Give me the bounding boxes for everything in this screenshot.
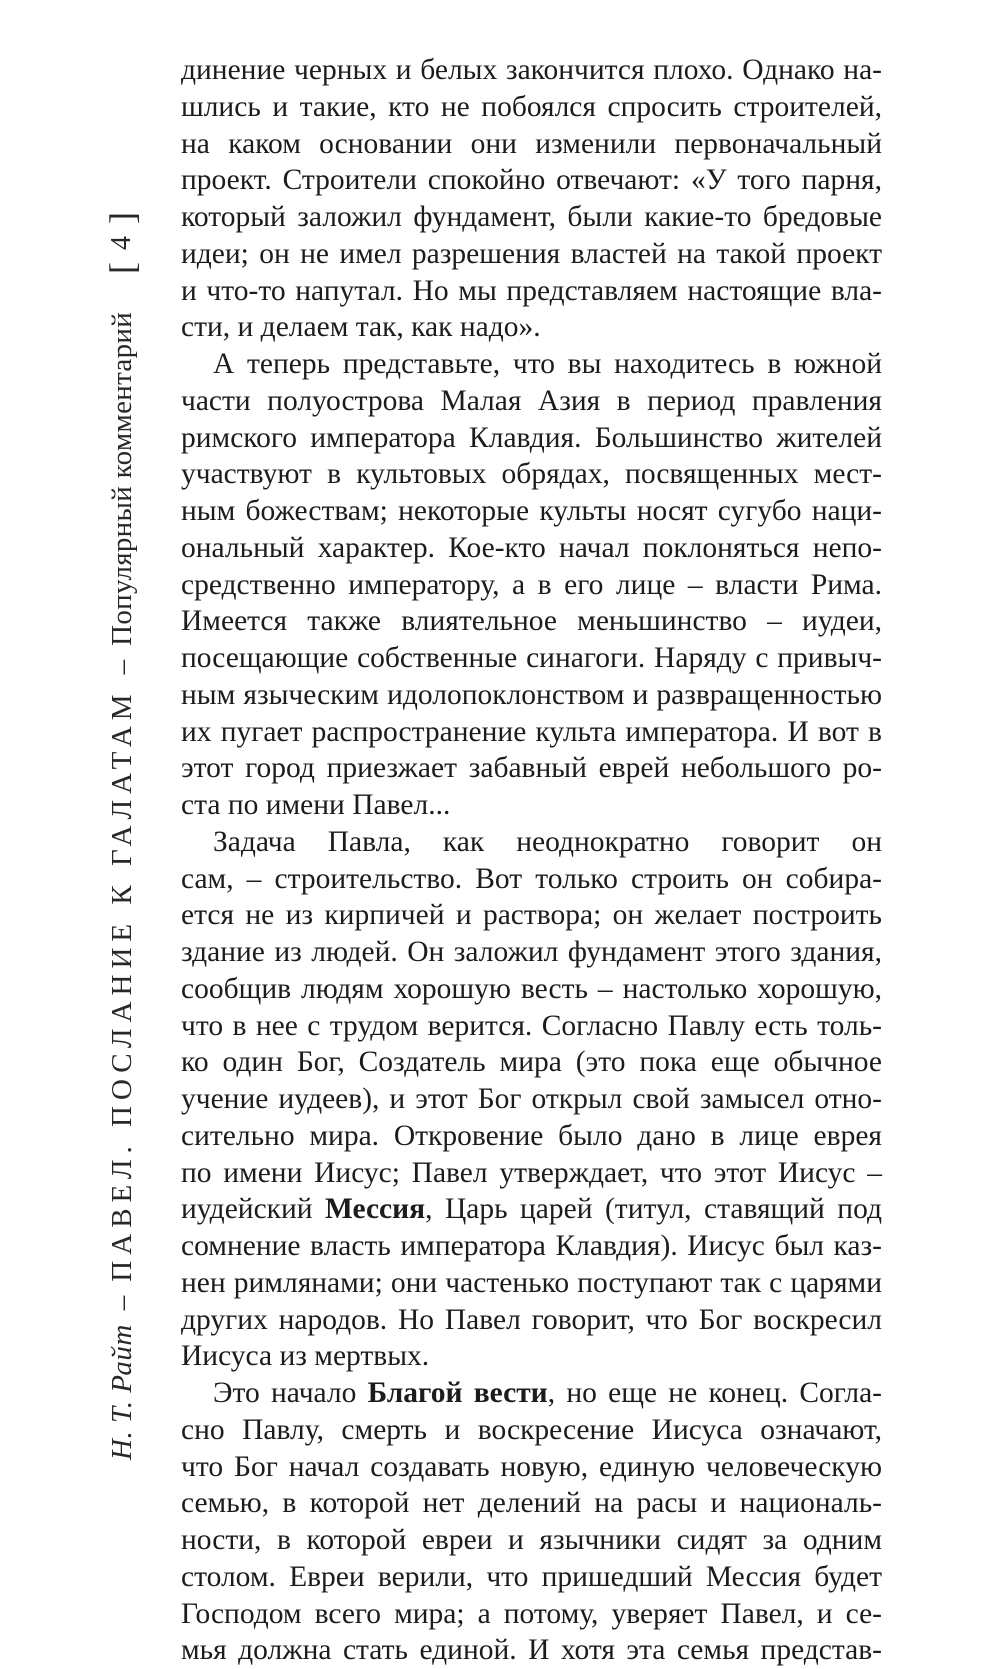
text-line: идеи; он не имел разрешения властей на такой проект xyxy=(181,237,882,270)
text-line: ональный характер. Кое-кто начал поклоняться непо- xyxy=(181,531,882,564)
text-line: здание из людей. Он заложил фундамент этого здания, xyxy=(181,936,882,968)
text-line: А теперь представьте, что вы находитесь в южной xyxy=(213,348,882,380)
running-head-dash: – xyxy=(106,1295,138,1311)
text-line: Имеется также влиятельное меньшинство – иудеи, xyxy=(181,605,882,638)
text-line xyxy=(181,1375,882,1412)
text-line: нен римлянами; они частенько поступают так с царями xyxy=(181,1266,882,1299)
text-line: сительно мира. Откровение было дано в лице еврея xyxy=(181,1119,882,1152)
text-run: иудейский xyxy=(181,1193,326,1226)
text-line: римского императора Клавдия. Большинство жителей xyxy=(181,421,882,454)
text-line: по имени Иисус; Павел утверждает, что этот Иисус – xyxy=(181,1156,882,1189)
text-line: ным языческим идолопоклонством и развращенностью xyxy=(181,678,882,711)
running-head-author: Н. Т. Райт xyxy=(106,1324,138,1460)
text-line: ко один Бог, Создатель мира (это пока еще обычное xyxy=(181,1046,882,1079)
running-head-subtitle: Популярный комментарий xyxy=(106,311,138,646)
page-number-bracket-open: [ xyxy=(102,261,142,274)
text-line: других народов. Но Павел говорит, что Бог воскресил xyxy=(181,1303,882,1336)
running-head-title: ПАВЕЛ. ПОСЛАНИЕ К ГАЛАТАМ xyxy=(106,688,138,1282)
text-line: и что-то напутал. Но мы представляем настоящие вла- xyxy=(181,274,882,307)
text-line: столом. Евреи верили, что пришедший Мессия будет xyxy=(181,1560,882,1593)
text-run: , но еще не конец. Согла- xyxy=(547,1377,882,1409)
text-line: на каком основании они изменили первоначальный xyxy=(181,127,882,160)
text-line: части полуострова Малая Азия в период правления xyxy=(181,384,882,417)
text-line: сно Павлу, смерть и воскресение Иисуса означают, xyxy=(181,1413,882,1446)
text-line: динение черных и белых закончится плохо. Однако на- xyxy=(181,54,882,86)
bold-term-messiah: Мессия xyxy=(325,1193,426,1226)
text-line: что в нее с трудом верится. Согласно Павлу есть толь- xyxy=(181,1009,882,1042)
text-line: который заложил фундамент, были какие-то бредовые xyxy=(181,201,882,233)
body-text xyxy=(181,52,882,1669)
text-line: этот город приезжает забавный еврей небольшого ро- xyxy=(181,752,882,785)
running-head-dash: – xyxy=(106,659,138,675)
text-line: шлись и такие, кто не побоялся спросить строителей, xyxy=(181,90,882,123)
page-number-bracket-close: ] xyxy=(102,211,142,224)
text-line: ется не из кирпичей и раствора; он желает построить xyxy=(181,899,882,932)
text-line: ности, в которой евреи и язычники сидят за одним xyxy=(181,1524,882,1556)
page-number-value: 4 xyxy=(106,235,137,250)
text-line: семью, в которой нет делений на расы и националь- xyxy=(181,1487,882,1520)
text-line: посещающие собственные синагоги. Наряду с привыч- xyxy=(181,642,882,674)
text-line: Господом всего мира; а потому, уверяет Павел, и се- xyxy=(181,1597,882,1630)
text-line: сомнение власть императора Клавдия). Иисус был каз- xyxy=(181,1230,882,1262)
text-line: учение иудеев), и этот Бог открыл свой замысел отно- xyxy=(181,1083,882,1115)
text-line: сам, – строительство. Вот только строить он собира- xyxy=(181,862,882,895)
text-line: проект. Строители спокойно отвечают: «У того парня, xyxy=(181,164,882,197)
text-run: Это начало xyxy=(213,1377,368,1409)
text-line: ста по имени Павел... xyxy=(181,789,451,821)
text-line: Задача Павла, как неоднократно говорит он xyxy=(213,825,882,858)
text-line: Иисуса из мертвых. xyxy=(181,1340,430,1373)
text-line: участвуют в культовых обрядах, посвященных мест- xyxy=(181,458,882,491)
text-run: , Царь царей (титул, ставящий под xyxy=(425,1193,883,1226)
text-line: их пугает распространение культа императора. И вот в xyxy=(181,715,882,748)
running-head xyxy=(102,20,142,1460)
text-line xyxy=(181,1191,882,1228)
text-line: средственно императору, а в его лице – власти Рима. xyxy=(181,568,882,601)
page-number xyxy=(102,212,142,274)
text-line: сообщив людям хорошую весть – настолько хорошую, xyxy=(181,972,882,1005)
text-line: что Бог начал создавать новую, единую человеческую xyxy=(181,1450,882,1483)
text-line: ным божествам; некоторые культы носят сугубо наци- xyxy=(181,495,882,527)
text-line: мья должна стать единой. И хотя эта семья представ- xyxy=(181,1634,882,1667)
bold-term-good-news: Благой вести xyxy=(367,1377,548,1409)
text-line: сти, и делаем так, как надо». xyxy=(181,311,541,344)
